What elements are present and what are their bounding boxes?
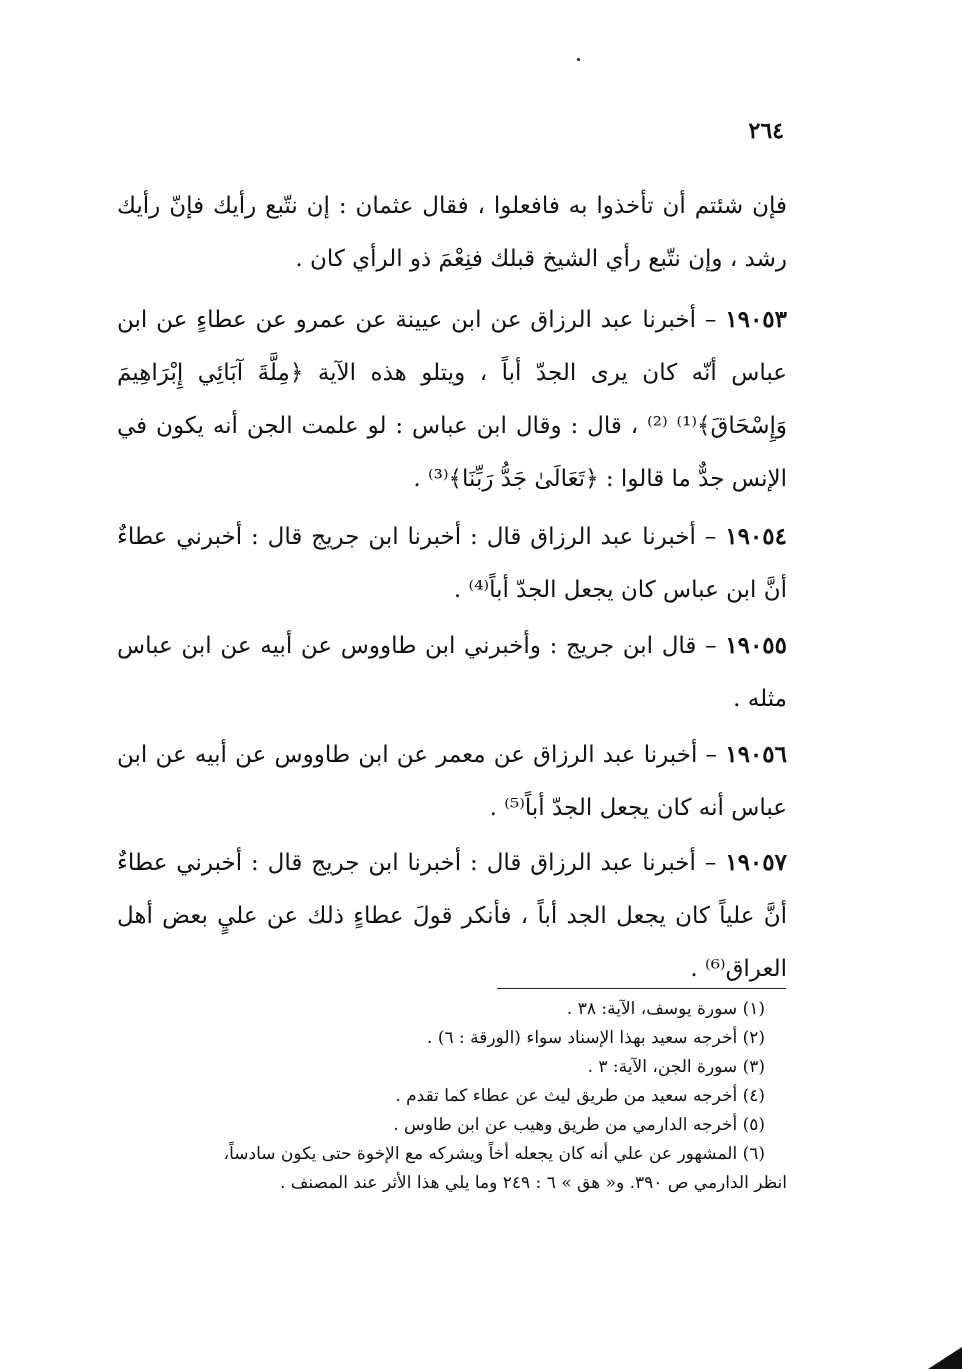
footnote-3: (٣) سورة الجن، الآية: ٣ . xyxy=(587,1057,765,1077)
footnote-6-continuation: انظر الدارمي ص ٣٩٠. و« هق » ٦ : ٢٤٩ وما يلي هذا الأثر عند المصنف . xyxy=(279,1173,787,1193)
hadith-text: – أخبرنا عبد الرزاق عن ابن عيينة عن عمرو عن عطاءٍ عن ابن عباس أنّه كان يرى الجدّ أباً ، ويتلو هذه الآية ﴿مِلَّةَ آبَائِي إِبْرَاهِيمَ وَإِسْحَاقَ﴾⁽¹⁾ ⁽²⁾ ، قال : وقال ابن عباس : لو علمت الجن أنه يكون في الإنس جدٌّ ما قالوا : ﴿تَعَالَىٰ جَدُّ رَبِّنَا﴾⁽³⁾ . xyxy=(117,307,787,492)
hadith-19055 xyxy=(117,619,787,726)
hadith-number: ١٩٠٥٣ xyxy=(725,306,788,333)
hadith-text: – قال ابن جريج : وأخبرني ابن طاووس عن أبيه عن ابن عباس مثله . xyxy=(117,633,787,712)
hadith-19056 xyxy=(117,728,787,835)
footnote-6: (٦) المشهور عن علي أنه كان يجعله أخاً ويشركه مع الإخوة حتى يكون سادساً، xyxy=(223,1144,765,1164)
footnote-1: (١) سورة يوسف، الآية: ٣٨ . xyxy=(566,999,765,1019)
hadith-number: ١٩٠٥٧ xyxy=(725,849,787,876)
hadith-number: ١٩٠٥٦ xyxy=(725,741,787,768)
footnote-4: (٤) أخرجه سعيد من طريق ليث عن عطاء كما تقدم . xyxy=(395,1086,765,1106)
page-number: ٢٦٤ xyxy=(748,118,784,144)
hadith-number: ١٩٠٥٥ xyxy=(725,632,788,659)
paragraph-text: فإن شئتم أن تأخذوا به فافعلوا ، فقال عثمان : إن نتّبع رأيك فإنّ رأيك رشد ، وإن نتّبع رأي الشيخ قبلك فنِعْمَ ذو الرأي كان . xyxy=(117,193,787,272)
hadith-19057 xyxy=(117,836,787,996)
footnote-5: (٥) أخرجه الدارمي من طريق وهيب عن ابن طاوس . xyxy=(393,1115,765,1135)
page-corner-mark xyxy=(928,1347,962,1369)
paragraph-continuation xyxy=(117,180,787,286)
hadith-19054 xyxy=(117,510,787,617)
hadith-text: – أخبرنا عبد الرزاق قال : أخبرنا ابن جريج قال : أخبرني عطاءٌ أنَّ ابن عباس كان يجعل الجدّ أباً⁽⁴⁾ . xyxy=(117,524,787,603)
hadith-number: ١٩٠٥٤ xyxy=(725,523,787,550)
hadith-19053 xyxy=(117,293,787,506)
hadith-text: – أخبرنا عبد الرزاق قال : أخبرنا ابن جريج قال : أخبرني عطاءٌ أنَّ علياً كان يجعل الجد أباً ، فأنكر قولَ عطاءٍ ذلك عن عليٍ بعض أهل العراق⁽⁶⁾ . xyxy=(117,850,787,982)
footnote-divider xyxy=(497,988,786,989)
footnote-2: (٢) أخرجه سعيد بهذا الإسناد سواء (الورقة : ٦) . xyxy=(427,1028,765,1048)
page-speck xyxy=(577,58,580,61)
footnotes xyxy=(117,995,787,1198)
hadith-text: – أخبرنا عبد الرزاق عن معمر عن ابن طاووس عن أبيه عن ابن عباس أنه كان يجعل الجدّ أباً⁽⁵⁾ . xyxy=(117,742,787,821)
